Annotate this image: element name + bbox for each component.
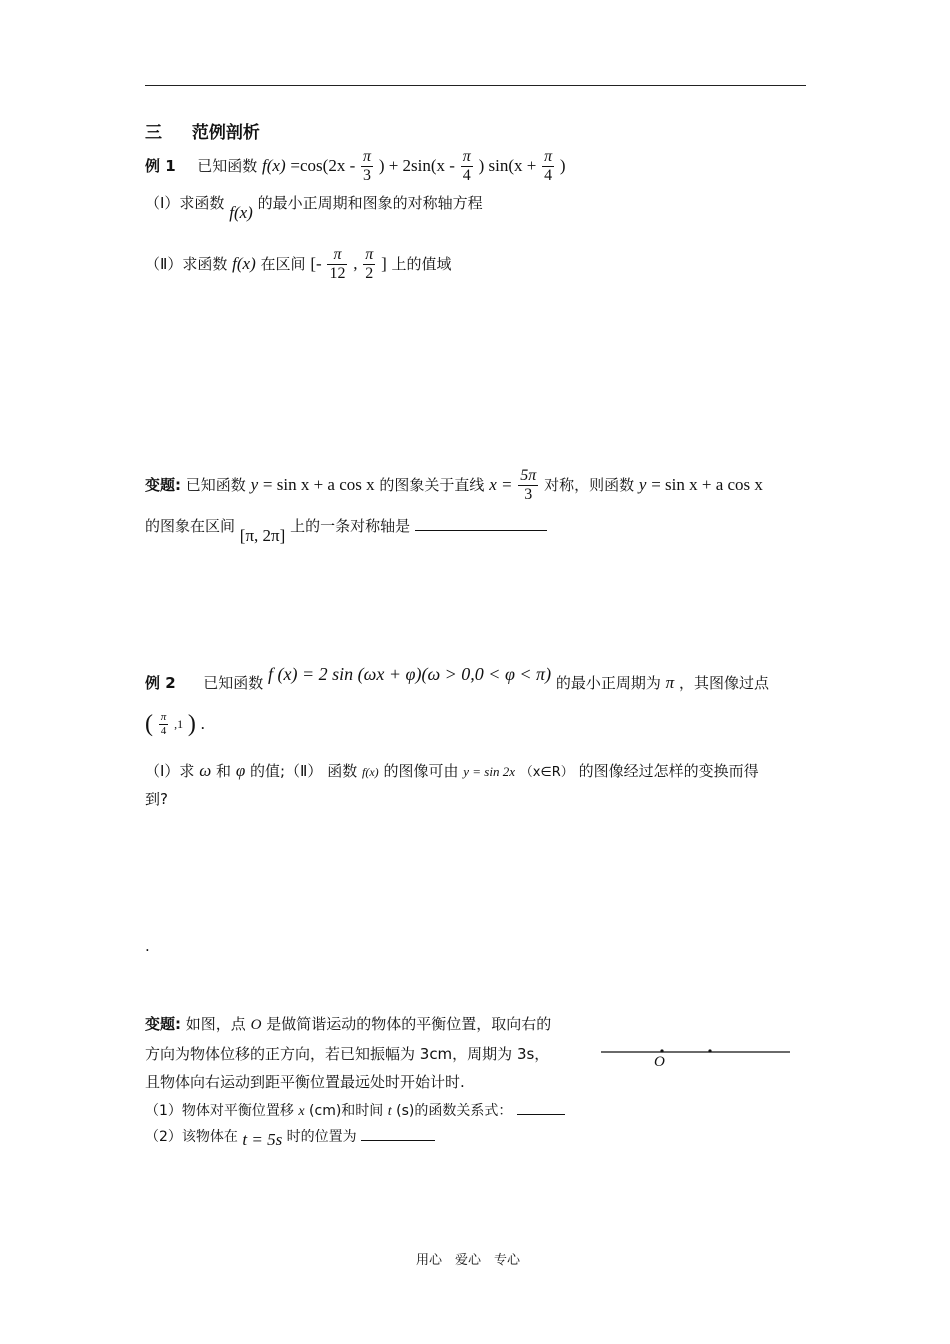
example-1-part-1: （Ⅰ）求函数 f(x) 的最小正周期和图象的对称轴方程 bbox=[145, 194, 483, 222]
section-title: 范例剖析 bbox=[191, 123, 260, 143]
stray-dot: . bbox=[145, 937, 150, 955]
fraction-pi-12: $\frac{\pi}{12}$ bbox=[329, 245, 346, 282]
fraction-pi-2: $\frac{\pi}{2}$ bbox=[365, 245, 374, 282]
variant-1-line-2: 的图象在区间 [π, 2π] 上的一条对称轴是 bbox=[145, 515, 547, 536]
answer-blank[interactable] bbox=[361, 1126, 435, 1141]
point-o-dot bbox=[660, 1049, 663, 1052]
page-footer: 用心 爱心 专心 bbox=[416, 1253, 521, 1268]
variant-2-line-1: 变题: 如图，点 O 是做简谐运动的物体的平衡位置，取向右的 bbox=[145, 1015, 552, 1033]
example-2-questions-cont: 到? bbox=[145, 790, 168, 808]
example-1-statement: 例 1 已知函数 f(x) =cos(2x - $\frac{\pi}{3}$ ) + 2sin(x - $\frac{\pi}{4}$ ) sin(x + $\frac{\pi}{4}$ ) bbox=[145, 147, 566, 184]
variant-2-line-2: 方向为物体位移的正方向，若已知振幅为 3cm，周期为 3s， bbox=[145, 1045, 550, 1063]
header-rule bbox=[145, 85, 806, 86]
variant-1-line-1: 变题: 已知函数 y = sin x + a cos x 的图象关于直线 x = $\frac{5\pi}{3}$ 对称，则函数 y = sin x + a cos x bbox=[145, 466, 763, 503]
fraction-pi-4: $\frac{\pi}{4}$ bbox=[544, 147, 553, 184]
variant-2-line-3: 且物体向右运动到距平衡位置最远处时开始计时. bbox=[145, 1073, 465, 1091]
section-number: 三 bbox=[145, 123, 162, 143]
example-1-part-2: （Ⅱ）求函数 f(x) 在区间 [- $\frac{\pi}{12}$ , $\frac{\pi}{2}$ ] 上的值域 bbox=[145, 245, 452, 282]
variant-2-q1: （1）物体对平衡位置移 x (cm)和时间 t (s)的函数关系式： bbox=[145, 1100, 565, 1120]
example-2-questions: （Ⅰ）求 ω 和 φ 的值;（Ⅱ） 函数 f(x) 的图像可由 y = sin 2x （x∈R） 的图像经过怎样的变换而得 bbox=[145, 761, 759, 780]
axis-line-svg bbox=[600, 1040, 792, 1076]
answer-blank[interactable] bbox=[517, 1100, 565, 1115]
example-2-point: ( $\frac{\pi}{4}$ ,1 ) . bbox=[145, 711, 205, 737]
oscillation-diagram bbox=[600, 1040, 792, 1076]
answer-blank[interactable] bbox=[415, 516, 547, 531]
point-o-label: O bbox=[654, 1054, 665, 1070]
example-2-label: 例 2 bbox=[145, 674, 176, 692]
fraction-pi-4-small: $\frac{\pi}{4}$ bbox=[160, 711, 167, 737]
fraction-5pi-3: $\frac{5\pi}{3}$ bbox=[520, 466, 537, 503]
example-1-label: 例 1 bbox=[145, 157, 176, 175]
variant-1-label: 变题: bbox=[145, 476, 181, 494]
variant-2-q2: （2）该物体在 t = 5s 时的位置为 bbox=[145, 1126, 435, 1146]
variant-2-label: 变题: bbox=[145, 1015, 181, 1033]
example-2-line-1: 例 2 已知函数 f (x) = 2 sin (ωx + φ)(ω > 0,0 < φ < π) 的最小正周期为 π ，其图像过点 bbox=[145, 664, 769, 692]
point-amplitude-dot bbox=[708, 1049, 711, 1052]
fraction-pi-4: $\frac{\pi}{4}$ bbox=[462, 147, 471, 184]
section-heading bbox=[145, 118, 260, 143]
fraction-pi-3: $\frac{\pi}{3}$ bbox=[363, 147, 372, 184]
